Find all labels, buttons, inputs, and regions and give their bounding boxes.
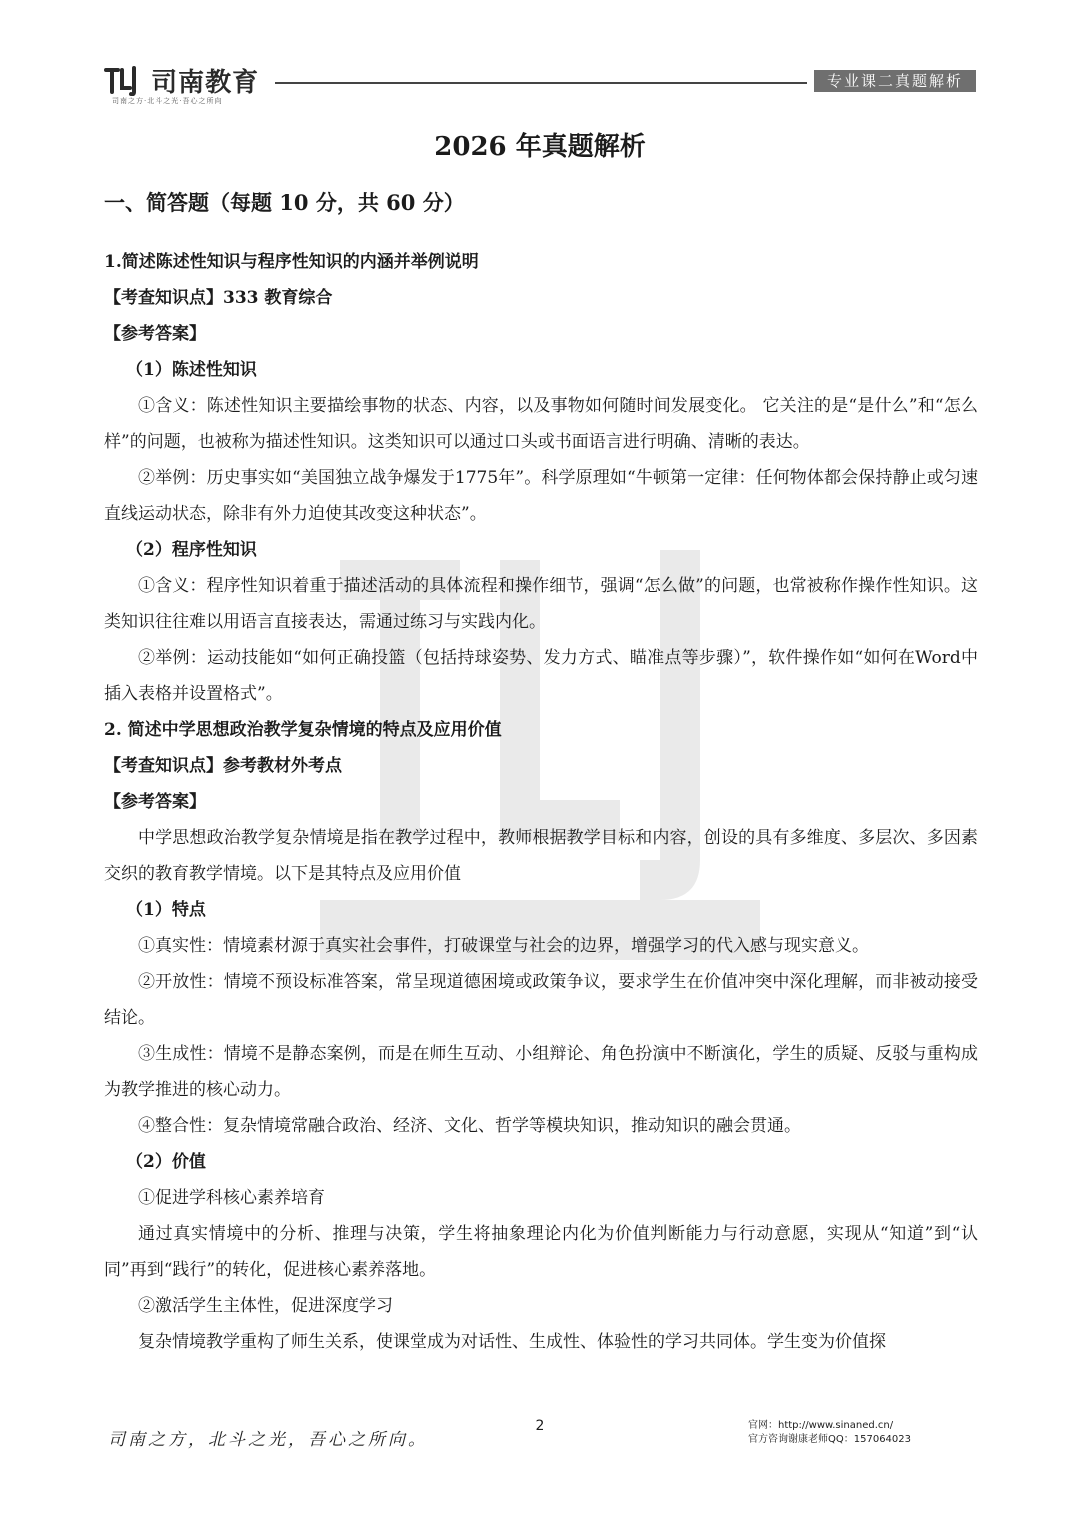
q1-subheading-procedural: （2）程序性知识	[126, 540, 257, 560]
question-2-answer-label: 【参考答案】	[104, 792, 206, 812]
q1-paragraph: ②举例：运动技能如“如何正确投篮（包括持球姿势、发力方式、瞄准点等步骤）”，软件操作如“如何在Word中插入表格并设置格式”。	[104, 648, 978, 704]
brand-logo	[104, 62, 259, 99]
q1-paragraph: ①含义：程序性知识着重于描述活动的具体流程和操作细节，强调“怎么做”的问题，也常被称作操作性知识。这类知识往往难以用语言直接表达，需通过练习与实践内化。	[104, 576, 978, 632]
q2-value-heading: ①促进学科核心素养培育	[138, 1188, 325, 1208]
header-divider	[275, 82, 807, 84]
footer-contact	[748, 1419, 911, 1447]
q2-subheading-features: （1）特点	[126, 900, 206, 920]
q2-feature-paragraph: ③生成性：情境不是静态案例，而是在师生互动、小组辩论、角色扮演中不断演化，学生的质疑、反驳与重构成为教学推进的核心动力。	[104, 1044, 978, 1100]
question-2-knowledge: 【考查知识点】参考教材外考点	[104, 756, 342, 776]
q2-feature-paragraph: ①真实性：情境素材源于真实社会事件，打破课堂与社会的边界，增强学习的代入感与现实意义。	[138, 936, 869, 956]
document-content	[104, 186, 978, 1360]
q1-paragraph: ②举例：历史事实如“美国独立战争爆发于1775年”。科学原理如“牛顿第一定律：任何物体都会保持静止或匀速直线运动状态，除非有外力迫使其改变这种状态”。	[104, 468, 978, 524]
page-number: 2	[535, 1418, 545, 1434]
question-1-answer-label: 【参考答案】	[104, 324, 206, 344]
q1-paragraph: ①含义：陈述性知识主要描绘事物的状态、内容，以及事物如何随时间发展变化。 它关注的是“是什么”和“怎么样”的问题，也被称为描述性知识。这类知识可以通过口头或书面语言进行明确、清晰的表达。	[104, 396, 978, 452]
logo-slogan: 司南之方·北斗之光·吾心之所向	[112, 97, 223, 105]
logo-mark-icon	[104, 66, 146, 96]
q2-intro-paragraph: 中学思想政治教学复杂情境是指在教学过程中，教师根据教学目标和内容，创设的具有多维度、多层次、多因素交织的教育教学情境。以下是其特点及应用价值	[104, 828, 978, 884]
header-tag: 专业课二真题解析	[814, 70, 976, 92]
q2-value-paragraph: 复杂情境教学重构了师生关系，使课堂成为对话性、生成性、体验性的学习共同体。学生变为价值探	[138, 1332, 886, 1352]
question-1-title: 1.简述陈述性知识与程序性知识的内涵并举例说明	[104, 252, 479, 272]
footer-qq: 官方咨询谢康老师QQ：157064023	[748, 1434, 912, 1445]
q2-subheading-value: （2）价值	[126, 1152, 206, 1172]
section-heading: 一、简答题（每题 10 分，共 60 分）	[104, 190, 465, 215]
q1-subheading-declarative: （1）陈述性知识	[126, 360, 257, 380]
logo-text: 司南教育	[151, 68, 260, 98]
q2-value-heading: ②激活学生主体性，促进深度学习	[138, 1296, 393, 1316]
q2-feature-paragraph: ④整合性：复杂情境常融合政治、经济、文化、哲学等模块知识，推动知识的融会贯通。	[138, 1116, 801, 1136]
footer-slogan: 司南之方，北斗之光，吾心之所向。	[108, 1430, 428, 1450]
question-2-title: 2. 简述中学思想政治教学复杂情境的特点及应用价值	[104, 720, 502, 740]
question-1-knowledge: 【考查知识点】333 教育综合	[104, 288, 333, 308]
q2-value-paragraph: 通过真实情境中的分析、推理与决策，学生将抽象理论内化为价值判断能力与行动意愿，实现从“知道”到“认同”再到“践行”的转化，促进核心素养落地。	[104, 1224, 978, 1280]
document-title: 2026 年真题解析	[434, 132, 646, 162]
footer-website: 官网：http://www.sinaned.cn/	[748, 1420, 894, 1431]
q2-feature-paragraph: ②开放性：情境不预设标准答案，常呈现道德困境或政策争议，要求学生在价值冲突中深化理解，而非被动接受结论。	[104, 972, 978, 1028]
